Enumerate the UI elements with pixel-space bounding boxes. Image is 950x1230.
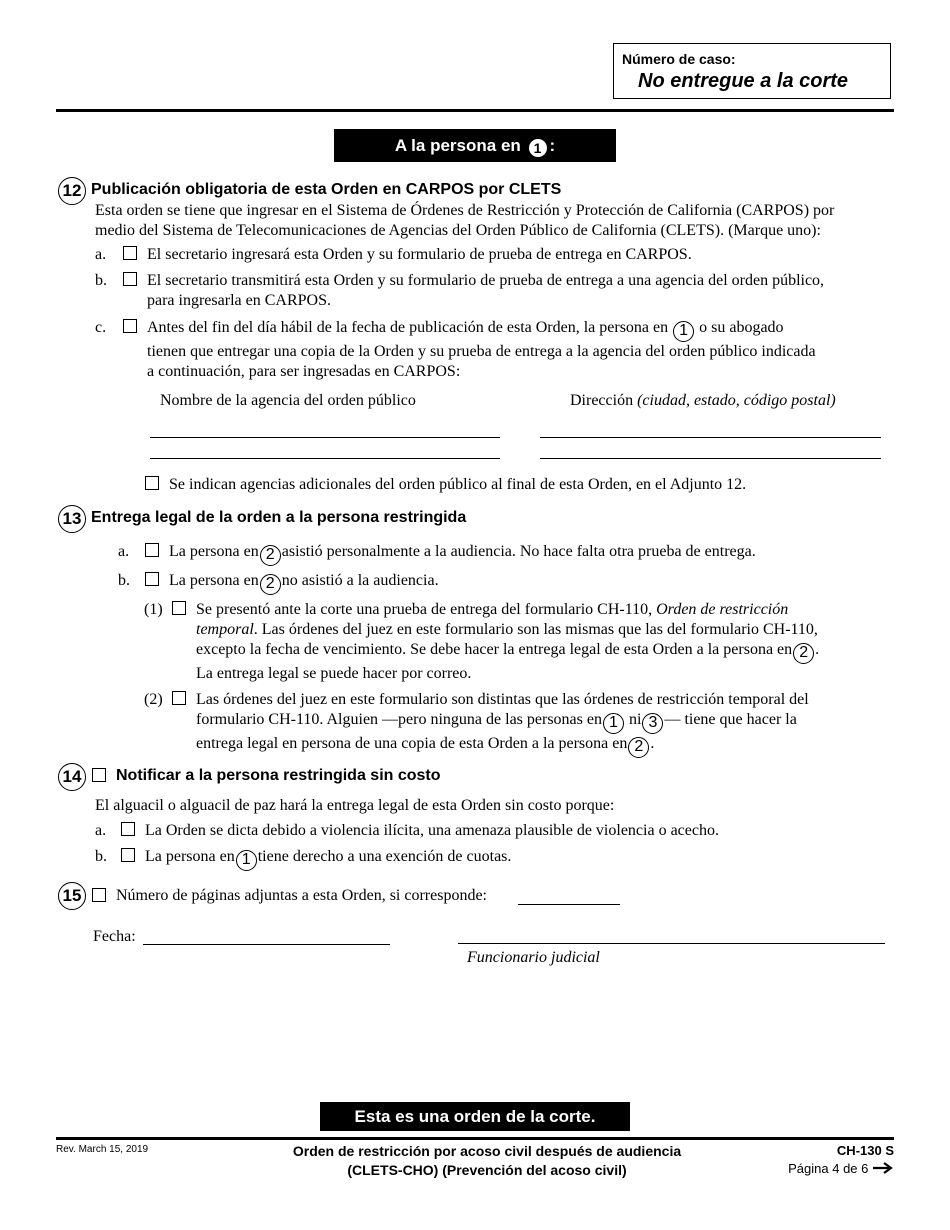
item-12b-letter: b. (95, 272, 107, 289)
item-13b1-line1-italic: Orden de restricción (656, 601, 789, 618)
case-number-box (613, 43, 891, 99)
item-13b1-line1-pre: Se presentó ante la corte una prueba de entrega del formulario CH-110, (196, 601, 653, 618)
page-number-row (760, 1160, 894, 1178)
item-13b1-text (196, 600, 876, 684)
next-page-arrow-icon (872, 1162, 894, 1174)
person-1-circle: 1 (603, 713, 624, 734)
item-13b1-line2-italic: temporal (196, 621, 254, 638)
section-12-intro (95, 201, 834, 241)
person-2-circle: 2 (628, 737, 649, 758)
section-12-intro-line1: Esta orden se tiene que ingresar en el Sistema de Órdenes de Restricción y Protección de California (CARPOS) por (95, 202, 835, 219)
item-13b2-text (196, 690, 876, 758)
item-14b-pre: La persona en (145, 848, 235, 865)
item-13b1-number: (1) (144, 601, 163, 618)
person-1-circle: 1 (529, 139, 547, 157)
item-12a-text: El secretario ingresará esta Orden y su formulario de prueba de entrega en CARPOS. (147, 246, 692, 263)
form-title (250, 1142, 724, 1180)
section-13-title: Entrega legal de la orden a la persona restringida (91, 509, 467, 526)
person-2-circle: 2 (793, 643, 814, 664)
item-14b-text (145, 847, 511, 871)
checkbox-12b[interactable] (123, 272, 137, 286)
form-title-line2: (CLETS-CHO) (Prevención del acoso civil) (347, 1162, 627, 1178)
item-13a-post: asistió personalmente a la audiencia. No hace falta otra prueba de entrega. (281, 543, 756, 560)
form-id-block (760, 1142, 894, 1178)
item-13b2-line3-pre: entrega legal en persona de una copia de esta Orden a la persona en (196, 735, 628, 752)
item-13b-pre: La persona en (169, 572, 259, 589)
item-13b2-line2-mid: ni (628, 711, 642, 728)
checkbox-13b1[interactable] (172, 601, 186, 615)
checkbox-14[interactable] (92, 768, 106, 782)
address-line-2[interactable] (540, 458, 881, 459)
case-number-label: Número de caso: (622, 51, 736, 67)
person-1-circle: 1 (673, 321, 694, 342)
section-15-number: 15 (58, 882, 86, 910)
checkbox-13b2[interactable] (172, 691, 186, 705)
item-13a-pre: La persona en (169, 543, 259, 560)
agency-name-label: Nombre de la agencia del orden público (160, 392, 416, 409)
officer-label: Funcionario judicial (467, 949, 600, 966)
item-13b1-line2-post: . Las órdenes del juez en este formulario son las mismas que las del formulario CH-110, (253, 621, 818, 638)
person-3-circle: 3 (642, 713, 663, 734)
item-13b-post: no asistió a la audiencia. (281, 572, 439, 589)
item-13b2-line2-pre: formulario CH-110. Alguien —pero ninguna de las personas en (196, 711, 602, 728)
form-title-line1: Orden de restricción por acoso civil después de audiencia (292, 1143, 682, 1159)
item-12c-letter: c. (95, 319, 107, 336)
form-id: CH-130 S (836, 1143, 894, 1158)
revision-date: Rev. March 15, 2019 (56, 1144, 149, 1155)
agency-name-line-1[interactable] (150, 437, 500, 438)
item-13a-text (169, 542, 756, 566)
item-13b-letter: b. (118, 572, 130, 589)
checkbox-13b[interactable] (145, 572, 159, 586)
item-13b2-number: (2) (144, 691, 163, 708)
officer-signature-line[interactable] (458, 943, 885, 944)
section-14-title: Notificar a la persona restringida sin costo (116, 767, 441, 784)
date-label: Fecha: (93, 928, 136, 945)
address-label-hint: (ciudad, estado, código postal) (637, 392, 836, 409)
top-banner-prefix: A la persona en (394, 136, 521, 155)
item-12b-text (147, 271, 824, 311)
footer-rule (56, 1137, 894, 1140)
item-13b2-line1: Las órdenes del juez en este formulario son distintas que las órdenes de restricción temporal del (196, 691, 809, 708)
item-12c-line2: tienen que entregar una copia de la Orden y su prueba de entrega a la agencia del orden público indicada (147, 343, 816, 360)
item-14a-text: La Orden se dicta debido a violencia ilícita, una amenaza plausible de violencia o acecho. (145, 822, 719, 839)
section-14-number: 14 (58, 763, 86, 791)
top-banner-suffix: : (549, 136, 556, 155)
checkbox-14a[interactable] (121, 822, 135, 836)
section-13-number: 13 (58, 505, 86, 533)
item-14a-letter: a. (95, 822, 107, 839)
item-12c-line1-pre: Antes del fin del día hábil de la fecha de publicación de esta Orden, la persona en (147, 319, 669, 336)
item-12b-line1: El secretario transmitirá esta Orden y su formulario de prueba de entrega a una agencia del orden público, (147, 272, 825, 289)
item-13b1-line3-pre: excepto la fecha de vencimiento. Se debe hacer la entrega legal de esta Orden a la persona en (196, 641, 793, 658)
item-13b1-line3-post: . (815, 641, 820, 658)
section-12-number: 12 (58, 177, 86, 205)
section-12-intro-line2: medio del Sistema de Telecomunicaciones de Agencias del Orden Público de California (CLETS). (Marque uno): (95, 222, 821, 239)
item-14b-letter: b. (95, 848, 107, 865)
agency-name-line-2[interactable] (150, 458, 500, 459)
additional-agencies-text: Se indican agencias adicionales del orden público al final de esta Orden, en el Adjunto 12. (169, 476, 747, 493)
person-2-circle: 2 (260, 574, 281, 595)
item-12c-line1-post: o su abogado (699, 319, 784, 336)
checkbox-12c[interactable] (123, 319, 137, 333)
checkbox-additional-agencies[interactable] (145, 476, 159, 490)
court-order-banner: Esta es una orden de la corte. (320, 1102, 630, 1131)
checkbox-15[interactable] (92, 888, 106, 902)
address-label-text: Dirección (570, 392, 634, 409)
date-line[interactable] (143, 944, 390, 945)
address-label (570, 391, 836, 411)
item-14b-post: tiene derecho a una exención de cuotas. (257, 848, 512, 865)
header-rule (56, 109, 894, 112)
item-12a-letter: a. (95, 246, 107, 263)
section-14-intro: El alguacil o alguacil de paz hará la entrega legal de esta Orden sin costo porque: (95, 797, 615, 814)
person-2-circle: 2 (260, 545, 281, 566)
item-12c-line3: a continuación, para ser ingresadas en CARPOS: (147, 363, 461, 380)
item-13b1-line4: La entrega legal se puede hacer por correo. (196, 665, 472, 682)
item-13a-letter: a. (118, 543, 130, 560)
top-banner (334, 129, 616, 162)
page-number: Página 4 de 6 (788, 1161, 869, 1176)
attached-pages-line[interactable] (518, 904, 620, 905)
item-13b-text (169, 571, 439, 595)
section-15-text: Número de páginas adjuntas a esta Orden, si corresponde: (116, 887, 487, 904)
person-1-circle: 1 (236, 850, 257, 871)
checkbox-14b[interactable] (121, 848, 135, 862)
section-12-title: Publicación obligatoria de esta Orden en CARPOS por CLETS (91, 181, 562, 198)
item-13b2-line3-post: . (650, 735, 655, 752)
checkbox-13a[interactable] (145, 543, 159, 557)
item-12b-line2: para ingresarla en CARPOS. (147, 292, 331, 309)
case-number-value: No entregue a la corte (638, 70, 849, 92)
item-12c-text (147, 318, 877, 382)
checkbox-12a[interactable] (123, 246, 137, 260)
address-line-1[interactable] (540, 437, 881, 438)
item-13b2-line2-post: — tiene que hacer la (664, 711, 797, 728)
